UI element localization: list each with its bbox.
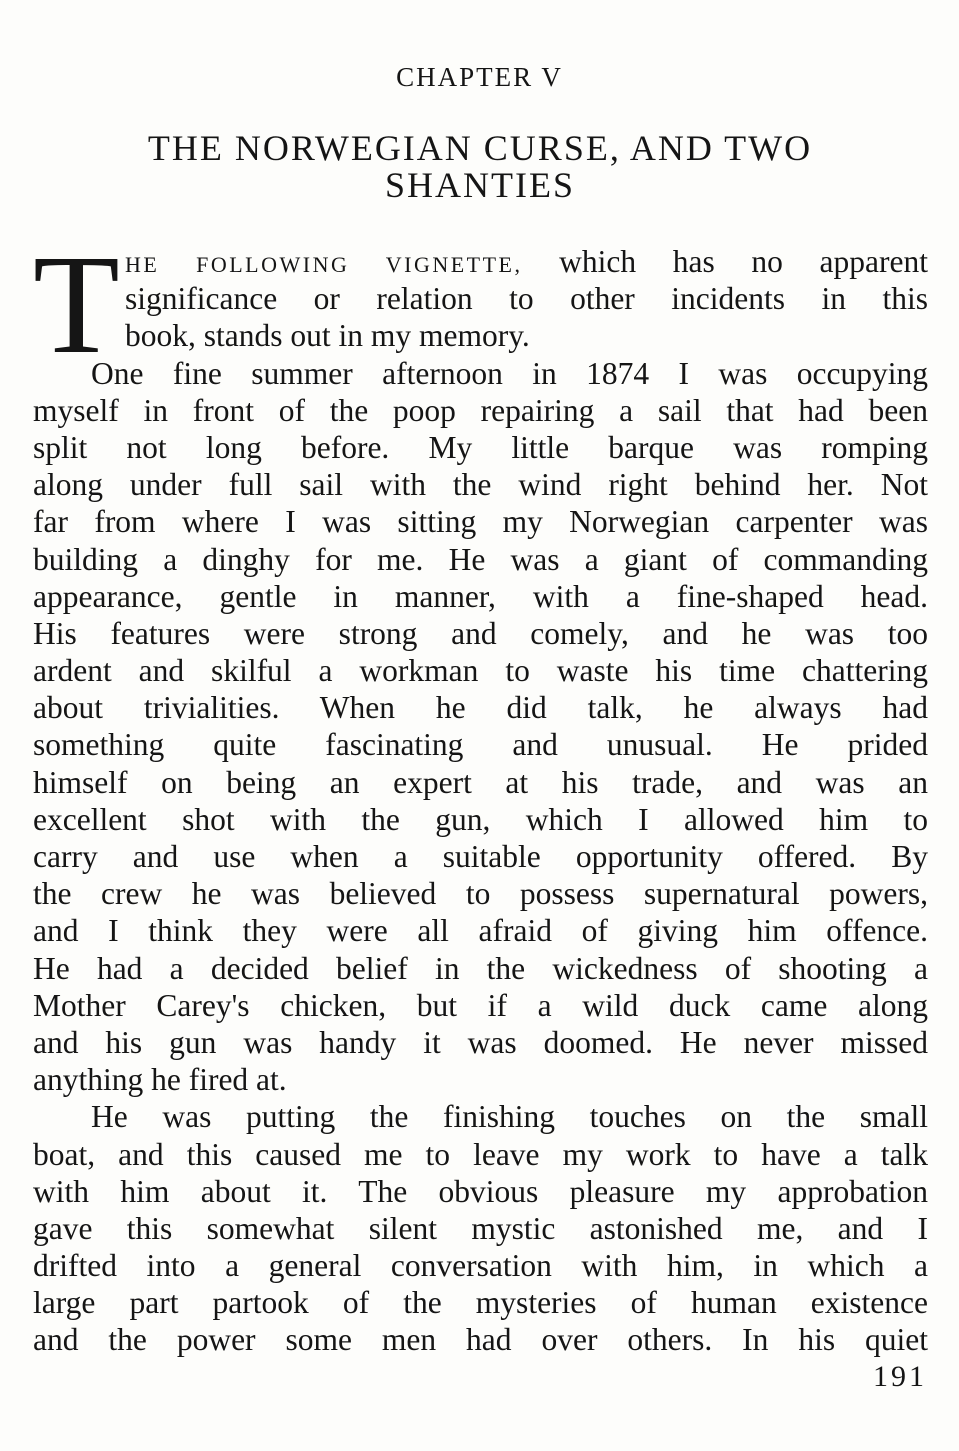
text-line: about trivialities. When he did talk, he always had [33, 690, 928, 726]
text-line: ardent and skilful a workman to waste his time chattering [33, 653, 928, 689]
text-line: anything he fired at. [33, 1062, 287, 1098]
text-line: split not long before. My little barque was romping [33, 429, 928, 465]
body-text [33, 225, 928, 1359]
text-line: His features were strong and comely, and he was too [33, 615, 928, 651]
text-line: One fine summer afternoon in 1874 I was occupying [91, 355, 928, 391]
text-line: and his gun was handy it was doomed. He never missed [33, 1024, 928, 1060]
chapter-title: THE NORWEGIAN CURSE, AND TWO SHANTIES [147, 128, 813, 205]
text-line: drifted into a general conversation with him, in which a [33, 1248, 928, 1284]
text-line: along under full sail with the wind right behind her. Not [33, 467, 928, 503]
text-line: the crew he was believed to possess supernatural powers, [33, 876, 928, 912]
text-line: significance or relation to other incidents in this [125, 281, 928, 317]
text-line: gave this somewhat silent mystic astonished me, and I [33, 1210, 928, 1246]
text-line: building a dinghy for me. He was a giant of commanding [33, 541, 928, 577]
text-line: with him about it. The obvious pleasure my approbation [33, 1173, 928, 1209]
text-line: book, stands out in my memory. [125, 318, 530, 354]
text-line: carry and use when a suitable opportunity offered. By [33, 839, 928, 874]
text-line: something quite fascinating and unusual. He prided [33, 727, 928, 763]
opening-small-caps: HE FOLLOWING VIGNETTE, [125, 252, 523, 277]
text-line: He had a decided belief in the wickedness of shooting a [33, 950, 928, 986]
drop-cap: T [33, 225, 120, 383]
text-line: large part partook of the mysteries of human existence [33, 1285, 928, 1321]
text-line: boat, and this caused me to leave my work to have a talk [33, 1136, 928, 1172]
chapter-label: CHAPTER V [396, 62, 563, 92]
page-number: 191 [873, 1360, 927, 1393]
text-line: He was putting the finishing touches on the small [91, 1099, 928, 1135]
text-line: appearance, gentle in manner, with a fine-shaped head. [33, 578, 928, 614]
text-line: Mother Carey's chicken, but if a wild duck came along [33, 987, 928, 1023]
text-line: far from where I was sitting my Norwegian carpenter was [33, 504, 928, 540]
text-line: and the power some men had over others. In his quiet [33, 1322, 928, 1358]
opening-rest: which has no apparent [522, 244, 928, 279]
text-line: myself in front of the poop repairing a sail that had been [33, 392, 928, 428]
text-line: himself on being an expert at his trade, and was an [33, 764, 928, 800]
text-line: and I think they were all afraid of giving him offence. [33, 913, 928, 949]
text-line: excellent shot with the gun, which I allowed him to [33, 801, 928, 837]
text-line [125, 243, 928, 280]
